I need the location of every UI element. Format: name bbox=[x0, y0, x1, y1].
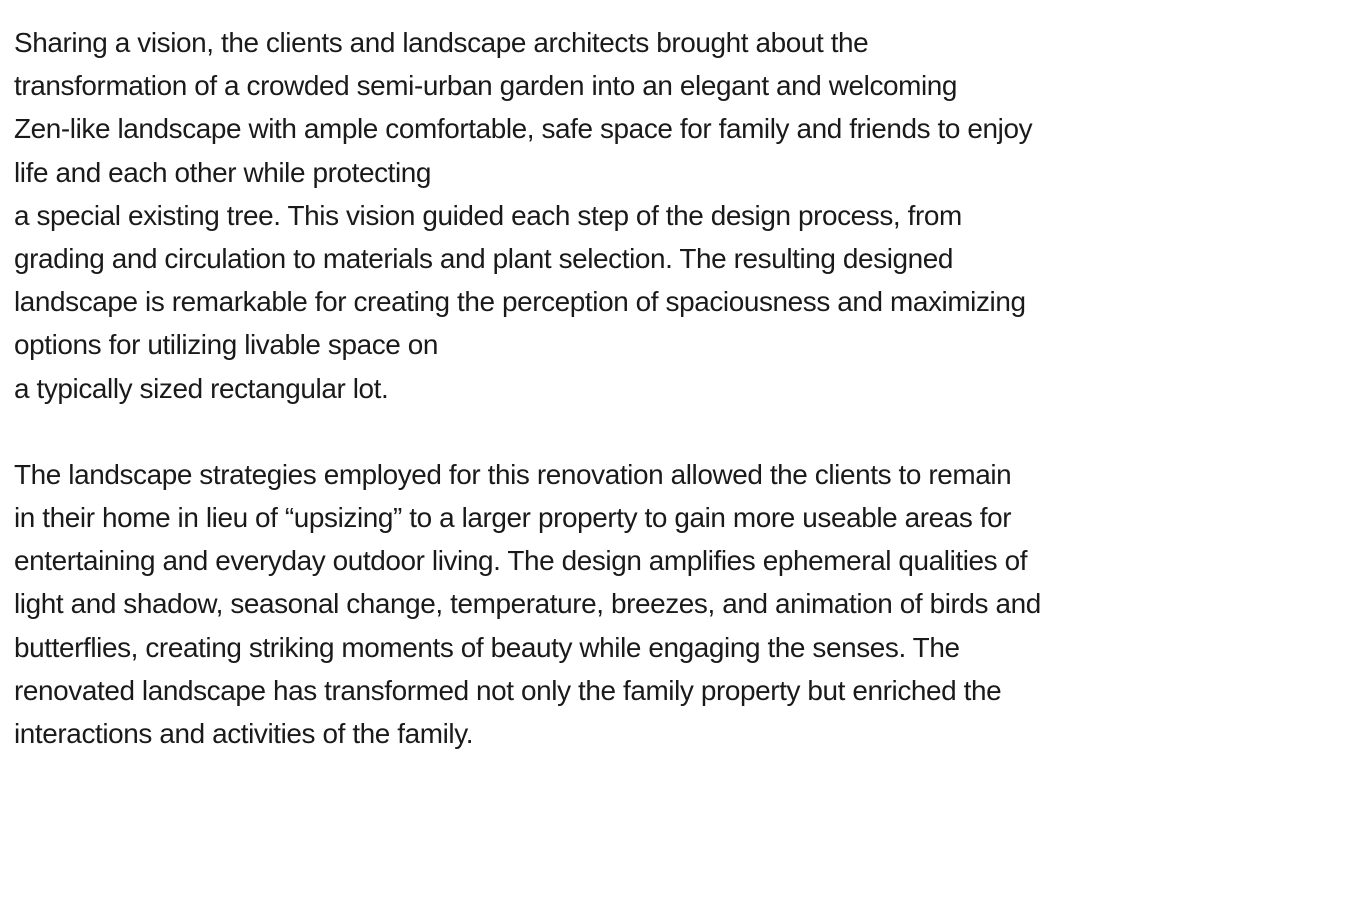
text-line: a special existing tree. This vision guided each step of the design process, from bbox=[14, 199, 962, 231]
text-line: interactions and activities of the family. bbox=[14, 718, 474, 750]
text-line: life and each other while protecting bbox=[14, 156, 432, 188]
paragraph-vision bbox=[14, 21, 1334, 410]
text-line: entertaining and everyday outdoor living. The design amplifies ephemeral qualities of bbox=[14, 545, 1028, 577]
text-line: butterflies, creating striking moments of beauty while engaging the senses. The bbox=[14, 631, 960, 663]
paragraph-strategies bbox=[14, 453, 1334, 755]
text-line: grading and circulation to materials and plant selection. The resulting designed bbox=[14, 243, 954, 275]
text-line: in their home in lieu of “upsizing” to a larger property to gain more useable areas for bbox=[14, 502, 1012, 534]
text-line: renovated landscape has transformed not only the family property but enriched the bbox=[14, 674, 1002, 706]
text-line: a typically sized rectangular lot. bbox=[14, 372, 389, 404]
document-body bbox=[14, 21, 1334, 755]
text-line: landscape is remarkable for creating the perception of spaciousness and maximizing bbox=[14, 286, 1026, 318]
text-line: transformation of a crowded semi-urban garden into an elegant and welcoming bbox=[14, 70, 958, 102]
text-line: options for utilizing livable space on bbox=[14, 329, 439, 361]
text-line: light and shadow, seasonal change, temperature, breezes, and animation of birds and bbox=[14, 588, 1041, 620]
text-line: Zen-like landscape with ample comfortable, safe space for family and friends to enjoy bbox=[14, 113, 1033, 145]
text-line: Sharing a vision, the clients and landscape architects brought about the bbox=[14, 27, 869, 58]
text-line: The landscape strategies employed for this renovation allowed the clients to remain bbox=[14, 458, 1012, 490]
